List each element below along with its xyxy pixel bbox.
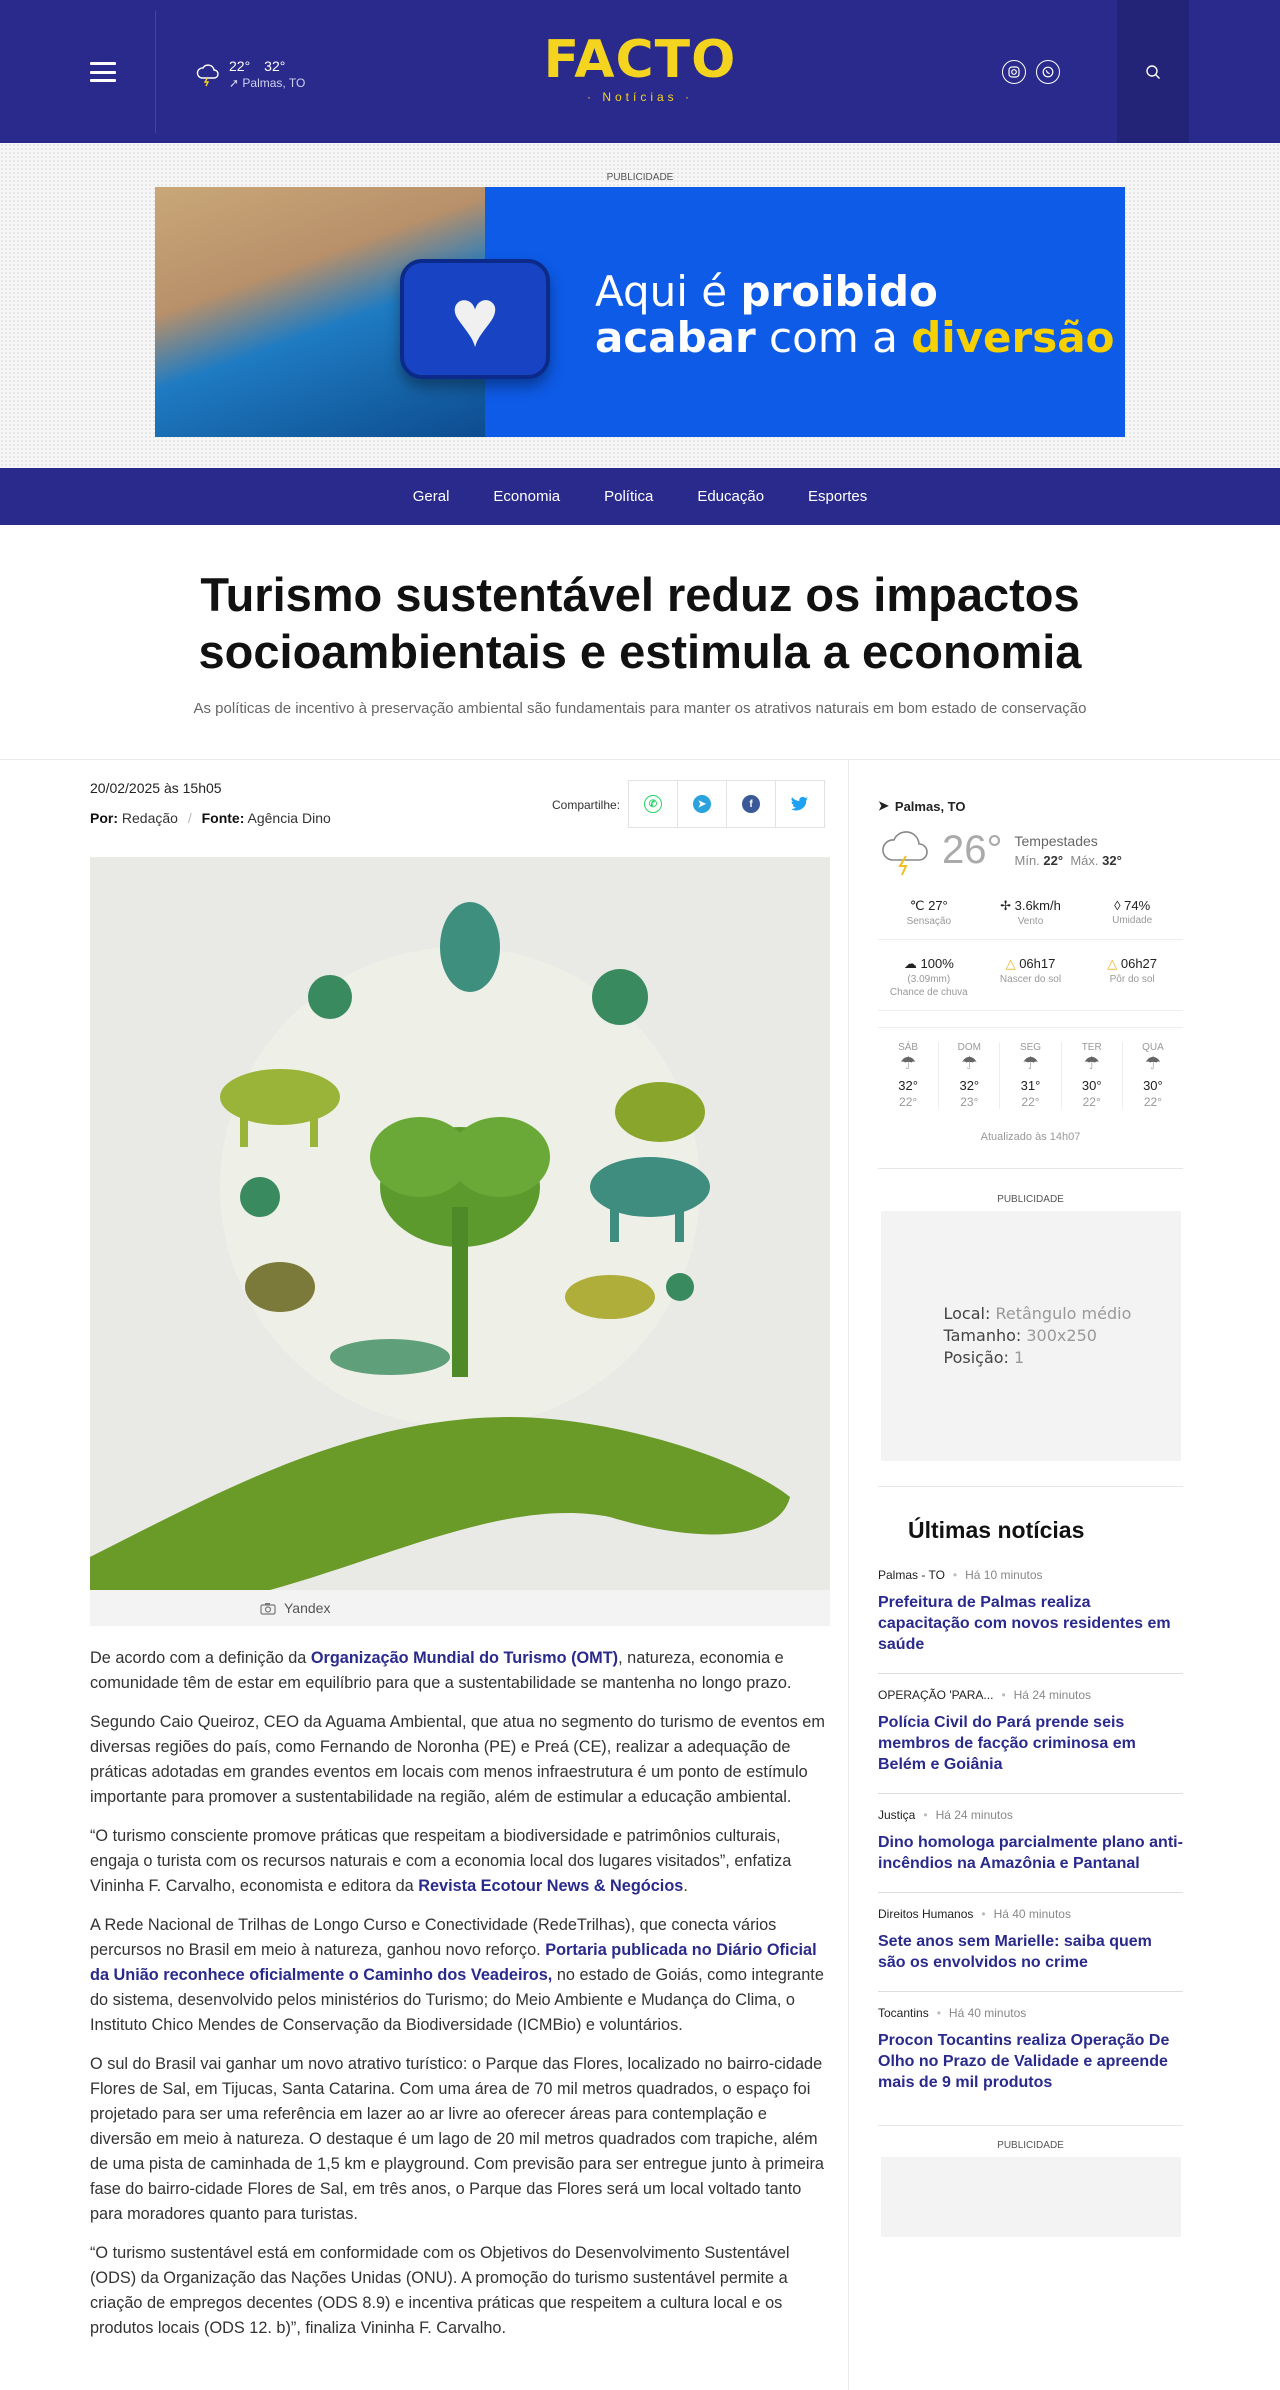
header-weather[interactable] [195, 58, 305, 90]
header-city: Palmas, TO [242, 76, 306, 90]
paragraph-4-text-end: no estado de Goiás, como integrante do sistema, desenvolvido pelos ministérios do Turismo; do Meio Ambiente e Mudança do Clima, o Instituto Chico Mendes de Conservação da Biodiversidade (ICMBio) e voluntários. [90, 1966, 824, 2034]
paragraph-6: “O turismo sustentável está em conformidade com os Objetivos do Desenvolvimento Sustentável (ODS) da Organização das Nações Unidas (ONU). A promoção do turismo sustentável permite a criação de empregos decentes (ODS 8.9) e incentiva práticas que respeitem a cultura local e os produtos locais (ODS 12. b)”, finaliza Vininha F. Carvalho. [90, 2244, 790, 2337]
news-item[interactable] [878, 1568, 1183, 1674]
location-arrow-icon: ➤ [878, 798, 889, 813]
site-header [0, 0, 1280, 143]
forecast-day [1123, 1042, 1183, 1109]
nav-item-politica[interactable]: Política [604, 488, 654, 505]
forecast-day [939, 1042, 1000, 1109]
thermometer-icon: ℃ [909, 898, 929, 913]
forecast-day [878, 1042, 939, 1109]
instagram-icon[interactable] [1002, 60, 1026, 84]
weather-stats-1 [878, 898, 1183, 940]
weather-condition: Tempestades [1014, 832, 1098, 849]
wind-icon: ✢ [1000, 898, 1015, 913]
stat-sunrise-label: Nascer do sol [999, 974, 1062, 985]
whatsapp-icon[interactable] [1036, 60, 1060, 84]
weather-main [878, 822, 1183, 878]
stat-rain-value: 100% [920, 956, 954, 971]
article-photo[interactable] [90, 857, 830, 1590]
link-portaria[interactable]: Portaria publicada no Diário Oficial da União reconhece oficialmente o Caminho dos Veadeiros, [90, 1941, 817, 1984]
stat-sunset-label: Pôr do sol [1109, 974, 1155, 985]
forecast-day-label: TER [1081, 1042, 1102, 1053]
camera-icon [260, 1602, 276, 1615]
link-omt[interactable]: Organização Mundial do Turismo (OMT) [310, 1649, 619, 1667]
share-label: Compartilhe: [552, 798, 621, 812]
latest-news-title: Últimas notícias [908, 1517, 1085, 1543]
banner-text-2: proibido [740, 267, 938, 316]
column-divider [848, 760, 849, 2390]
latest-news-list [878, 1568, 1183, 2111]
news-time: • Há 24 minutos [923, 1808, 1013, 1822]
weather-forecast [878, 1027, 1183, 1109]
ad-label: PUBLICIDADE [997, 1194, 1064, 1205]
facebook-icon: f [742, 795, 760, 813]
news-tag: Justiça [878, 1808, 916, 1822]
forecast-day-label: SÁB [898, 1042, 919, 1053]
telegram-icon: ➤ [693, 795, 711, 813]
banner-text-3: acabar [595, 313, 756, 362]
caption-text: Yandex [284, 1600, 331, 1616]
sidebar-ad-2[interactable] [881, 2157, 1181, 2237]
header-temp-min: 22° [229, 58, 251, 74]
stat-sunrise-value: 06h17 [1019, 956, 1056, 971]
article-subtitle: As políticas de incentivo à preservação ambiental são fundamentais para manter os atrativos naturais em bom estado de conservação [193, 700, 1087, 717]
stat-rain-extra: (3.09mm) [907, 974, 951, 985]
source-name: Agência Dino [247, 810, 331, 826]
weather-max: 32° [1102, 852, 1122, 868]
forecast-min: 22° [899, 1095, 918, 1109]
forecast-day [1062, 1042, 1123, 1109]
ad-pos-label: Posição: [943, 1348, 1009, 1367]
share-facebook-button[interactable] [726, 780, 776, 828]
ad-pos: 1 [1014, 1348, 1025, 1367]
forecast-min: 23° [960, 1095, 979, 1109]
rain-cloud-icon: ☂ [1022, 1053, 1039, 1073]
article-body [90, 1646, 832, 2355]
sidebar [878, 780, 1183, 2237]
news-time: • Há 10 minutos [953, 1568, 1043, 1582]
photo-caption [90, 1590, 830, 1626]
news-item[interactable] [878, 1794, 1183, 1893]
search-button[interactable] [1117, 0, 1189, 143]
twitter-icon [791, 796, 809, 812]
forecast-day-label: DOM [957, 1042, 981, 1053]
humidity-icon: ◊ [1114, 898, 1125, 913]
paragraph-4-text: A Rede Nacional de Trilhas de Longo Curso e Conectividade (RedeTrilhas), que conecta vários percursos no Brasil em meio à natureza, ganhou novo reforço. [90, 1916, 777, 1959]
forecast-max: 30° [1143, 1078, 1163, 1093]
banner-text-4: com a [755, 313, 912, 362]
forecast-max: 32° [959, 1078, 980, 1093]
share-twitter-button[interactable] [775, 780, 825, 828]
nav-item-geral[interactable]: Geral [412, 488, 450, 505]
news-headline[interactable]: Dino homologa parcialmente plano anti-incêndios na Amazônia e Pantanal [878, 1834, 1183, 1872]
news-headline[interactable]: Polícia Civil do Pará prende seis membros de facção criminosa em Belém e Goiânia [878, 1714, 1136, 1773]
location-arrow-icon: ➚ [229, 76, 243, 90]
social-links [1002, 60, 1060, 84]
article-title: Turismo sustentável reduz os impactos socioambientais e estimula a economia [198, 568, 1082, 678]
news-tag: Tocantins [878, 2006, 929, 2020]
logo-text: FACTO [543, 30, 737, 90]
banner-text [595, 269, 1114, 361]
nav-item-esportes[interactable]: Esportes [808, 488, 868, 505]
paragraph-3-text-end: . [683, 1877, 688, 1895]
forecast-max: 32° [898, 1078, 918, 1093]
forecast-min: 22° [1143, 1095, 1162, 1109]
sunset-icon: △ [1107, 956, 1121, 971]
news-tag: OPERAÇÃO 'PARA... [878, 1688, 994, 1702]
news-time: • Há 40 minutos [981, 1907, 1071, 1921]
paragraph-1-text: De acordo com a definição da [90, 1649, 311, 1667]
main-nav [0, 468, 1280, 525]
ad-local: Retângulo médio [995, 1304, 1132, 1323]
banner-text-1: Aqui é [595, 267, 741, 316]
paragraph-4 [90, 1913, 832, 2038]
rain-icon: ☁ [903, 956, 921, 971]
header-divider [155, 10, 156, 133]
link-ecotour[interactable]: Revista Ecotour News & Negócios [418, 1877, 684, 1895]
article-byline: Por: Redação / Fonte: Agência Dino [90, 810, 331, 826]
header-temp-max: 32° [264, 58, 286, 74]
paragraph-1 [90, 1646, 832, 1696]
stat-humidity-value: 74% [1124, 898, 1151, 913]
nav-item-educacao[interactable]: Educação [697, 488, 765, 505]
nav-item-economia[interactable]: Economia [493, 488, 561, 505]
ad-banner[interactable] [155, 187, 1125, 437]
ad-size: 300x250 [1026, 1326, 1097, 1345]
weather-city [878, 798, 1183, 814]
stat-humidity-label: Umidade [1112, 915, 1153, 926]
rain-cloud-icon: ☂ [900, 1053, 917, 1073]
news-headline[interactable]: Procon Tocantins realiza Operação De Olho no Prazo de Validade e apreende mais de 9 mil produtos [878, 2032, 1170, 2091]
stat-sunset-value: 06h27 [1120, 956, 1158, 971]
site-logo[interactable] [510, 30, 770, 110]
ad-size-label: Tamanho: [943, 1326, 1022, 1345]
news-item[interactable] [878, 1893, 1183, 1992]
news-item[interactable] [878, 1674, 1183, 1794]
stat-wind-value: 3.6km/h [1014, 898, 1061, 913]
weather-city-name: Palmas, TO [894, 798, 966, 814]
banner-text-5: diversão [911, 313, 1115, 362]
forecast-max: 31° [1020, 1078, 1041, 1093]
weather-min: 22° [1043, 852, 1064, 868]
menu-button[interactable] [90, 62, 116, 82]
divider [0, 759, 1280, 760]
forecast-day [1000, 1042, 1061, 1109]
rain-cloud-icon: ☂ [1083, 1053, 1100, 1073]
weather-updated: Atualizado às 14h07 [980, 1131, 1081, 1143]
heart-icon: ♥ [400, 259, 550, 379]
ad-label: PUBLICIDADE [997, 2140, 1064, 2151]
share-buttons [629, 780, 825, 828]
news-tag: Palmas - TO [878, 1568, 945, 1582]
logo-subtext: · Notícias · [586, 90, 693, 104]
stat-wind-label: Vento [1017, 916, 1044, 927]
paragraph-1-text-end: , natureza, economia e comunidade têm de estar em equilíbrio para que a sustentabilidade se mantenha no longo prazo. [90, 1649, 792, 1692]
divider [878, 2125, 1183, 2126]
divider [878, 1486, 1183, 1487]
divider [878, 1168, 1183, 1169]
sunrise-icon: △ [1005, 956, 1020, 971]
forecast-day-label: SEG [1019, 1042, 1042, 1053]
forecast-max: 30° [1081, 1078, 1102, 1093]
share-whatsapp-button[interactable] [628, 780, 678, 828]
paragraph-3 [90, 1824, 832, 1899]
search-icon [1145, 64, 1161, 80]
share-telegram-button[interactable] [677, 780, 727, 828]
news-item[interactable] [878, 1992, 1183, 2111]
storm-cloud-icon [195, 61, 221, 87]
news-tag: Direitos Humanos [878, 1907, 974, 1921]
weather-temp: 26° [942, 827, 1003, 872]
byline-author: Redação [121, 810, 178, 826]
stat-feels-label: Sensação [906, 916, 952, 927]
weather-max-label: Máx. [1070, 852, 1099, 868]
ad-label: PUBLICIDADE [606, 172, 674, 183]
news-time: • Há 24 minutos [1001, 1688, 1091, 1702]
forecast-min: 22° [1082, 1095, 1101, 1109]
weather-min-label: Mín. [1014, 852, 1040, 868]
forecast-day-label: QUA [1142, 1042, 1164, 1053]
weather-stats-2 [878, 956, 1183, 1011]
rain-cloud-icon: ☂ [1144, 1053, 1161, 1073]
byline-label: Por: [90, 810, 118, 826]
rain-cloud-icon: ☂ [961, 1053, 978, 1073]
sidebar-ad[interactable] [881, 1211, 1181, 1461]
stat-feels-value: 27° [928, 898, 948, 913]
source-label: Fonte: [201, 810, 245, 826]
news-headline[interactable]: Sete anos sem Marielle: saiba quem são os envolvidos no crime [878, 1933, 1152, 1971]
paragraph-3-text: “O turismo consciente promove práticas que respeitam a biodiversidade e patrimônios culturais, engaja o turista com os recursos naturais e com a economia local dos lugares visitados”, enfatiza Vininha F. Carvalho, economista e editora da [90, 1827, 792, 1895]
paragraph-2: Segundo Caio Queiroz, CEO da Aguama Ambiental, que atua no segmento do turismo de eventos em diversas regiões do país, como Fernando de Noronha (PE) e Preá (CE), realizar a adequação de práticas adotadas em grandes eventos em locais com menos infraestrutura é um ponto de estímulo importante para promover a sustentabilidade na região, além de estimular a educação ambiental. [90, 1713, 825, 1806]
news-headline[interactable]: Prefeitura de Palmas realiza capacitação com novos residentes em saúde [878, 1594, 1171, 1653]
article-date: 20/02/2025 às 15h05 [90, 780, 222, 796]
forecast-min: 22° [1021, 1095, 1040, 1109]
news-time: • Há 40 minutos [937, 2006, 1027, 2020]
stat-rain-label: Chance de chuva [889, 987, 968, 998]
storm-cloud-icon [878, 822, 934, 878]
paragraph-5: O sul do Brasil vai ganhar um novo atrativo turístico: o Parque das Flores, localizado no bairro-cidade Flores de Sal, em Tijucas, Santa Catarina. Com uma área de 70 mil metros quadrados, o espaço foi projetado para ser uma referência em lazer ao ar livre ao oferecer áreas para contemplação e diversão em meio à natureza. O destaque é um lago de 20 mil metros quadrados com trapiche, além de uma pista de caminhada de 1,5 km e playground. Com previsão para ser entregue junto à primeira fase do bairro-cidade Flores de Sal, em três anos, o Parque das Flores será um local voltado tanto para moradores quanto para turistas. [90, 2055, 824, 2223]
ad-local-label: Local: [943, 1304, 991, 1323]
whatsapp-icon: ✆ [644, 795, 662, 813]
